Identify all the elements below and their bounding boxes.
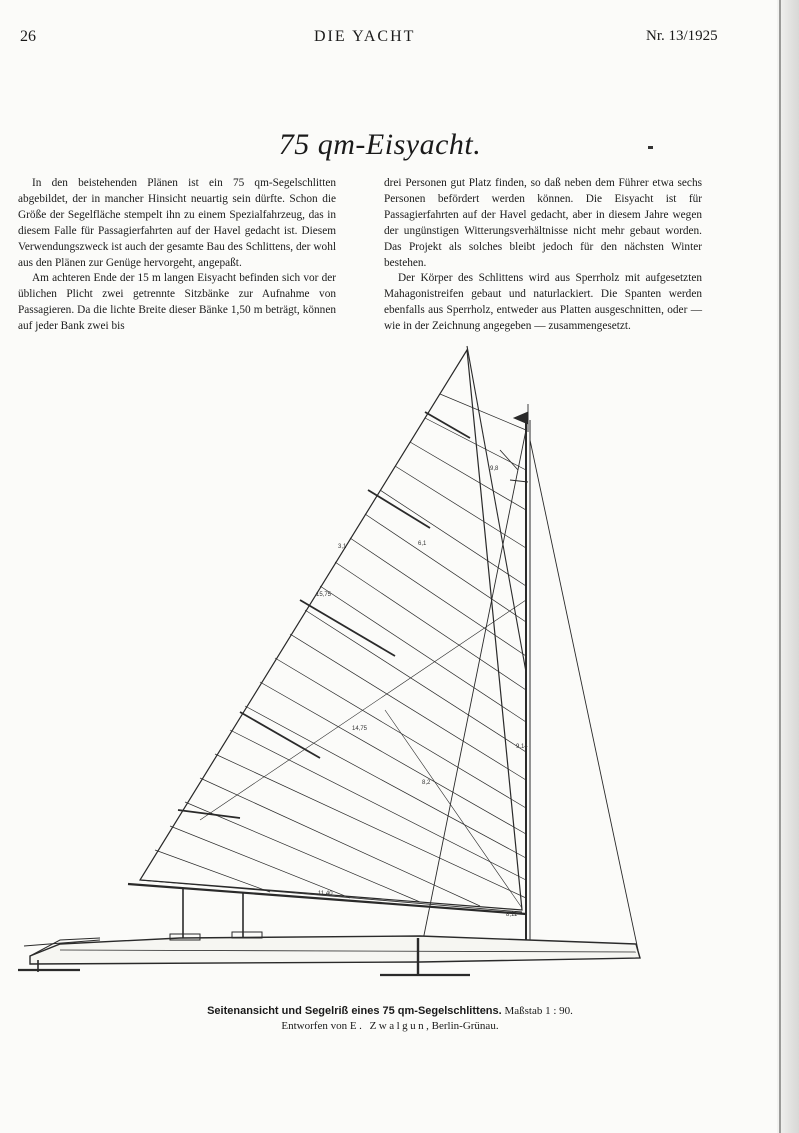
ice-yacht-sail-plan-drawing <box>0 330 780 990</box>
page-number: 26 <box>20 28 36 45</box>
dimension-label: 3,1 <box>338 544 347 550</box>
dimension-label: 6,1 <box>418 541 427 547</box>
figure-caption <box>0 1004 780 1034</box>
dimension-label: 9,14 <box>516 744 528 750</box>
caption-line-2 <box>0 1019 780 1034</box>
sail-diagonal <box>140 350 467 880</box>
dimension-label: 8,2 <box>422 780 431 786</box>
shroud <box>500 450 518 470</box>
text-column-left <box>18 176 336 335</box>
caption-designer-name: E. Zwalgun <box>349 1020 427 1032</box>
dimension-label: 9,8 <box>490 466 499 472</box>
dimension-label: 15,75 <box>316 592 332 598</box>
dimension-label: 8,11 <box>506 912 518 918</box>
running-header <box>0 28 799 52</box>
binding-edge <box>777 0 799 1133</box>
dimension-label: 11,40 <box>318 891 333 897</box>
caption-designer-place: , Berlin-Grünau. <box>426 1020 499 1032</box>
paragraph: drei Personen gut Platz finden, so daß neben dem Führer etwa sechs Personen befördert werden können. Die Eisyacht ist für Passagierfahrten auf der Havel gedacht, aber in diesem Jahre wegen der ungünstigen Witterungsverhältnisse nicht mehr gebaut worden. Das Projekt als solches bleibt jedoch für den nächsten Winter bestehen. <box>384 177 702 269</box>
article-title: 75 qm-Eisyacht. <box>278 128 482 161</box>
paragraph: Am achteren Ende der 15 m langen Eisyacht befinden sich vor der üblichen Plicht zwei getrennte Sitzbänke zur Aufnahme von Passagieren. Da die lichte Breite dieser Bänke 1,50 m beträgt, können auf jeder Bank zwei bis <box>18 272 336 333</box>
paragraph: In den beistehenden Plänen ist ein 75 qm-Segelschlitten abgebildet, der in mancher Hinsicht neuartig sein dürfte. Schon die Größe der Segelfläche stempelt ihn zu einem Spezialfahrzeug, das in diesem Falle für Passagierfahrten auf der Havel gedacht ist. Diesem Verwendungszweck ist auch der gesamte Bau des Schlittens, der wohl aus den Plänen zur Genüge hervorgeht, angepaßt. <box>18 177 336 269</box>
issue-number: Nr. 13/1925 <box>646 28 718 44</box>
dimension-label: 14,75 <box>352 726 368 732</box>
paragraph: Der Körper des Schlittens wird aus Sperrholz mit aufgesetzten Mahagonistreifen gebaut und naturlackiert. Die Spanten werden ebenfalls aus Sperrholz, entweder aus Platten ausgeschnitten, oder — wie in der Zeichnung angegeben — zusammengesetzt. <box>384 272 702 333</box>
sail-seams <box>155 394 526 906</box>
gaff-spar <box>467 346 526 672</box>
caption-line-1 <box>0 1004 780 1019</box>
caption-designer-prefix: Entworfen von <box>281 1020 348 1032</box>
text-column-right <box>384 176 702 335</box>
sail-diagonal-chord <box>385 710 522 908</box>
caption-scale: Maßstab 1 : 90. <box>504 1005 573 1017</box>
masthead-flag <box>514 412 528 424</box>
sail-diagonal-chord <box>200 600 526 820</box>
print-speck <box>648 146 653 149</box>
caption-bold: Seitenansicht und Segelriß eines 75 qm-Segelschlittens. <box>207 1005 502 1017</box>
forestay <box>420 430 526 955</box>
journal-title: DIE YACHT <box>314 28 416 45</box>
backstay <box>530 440 638 950</box>
